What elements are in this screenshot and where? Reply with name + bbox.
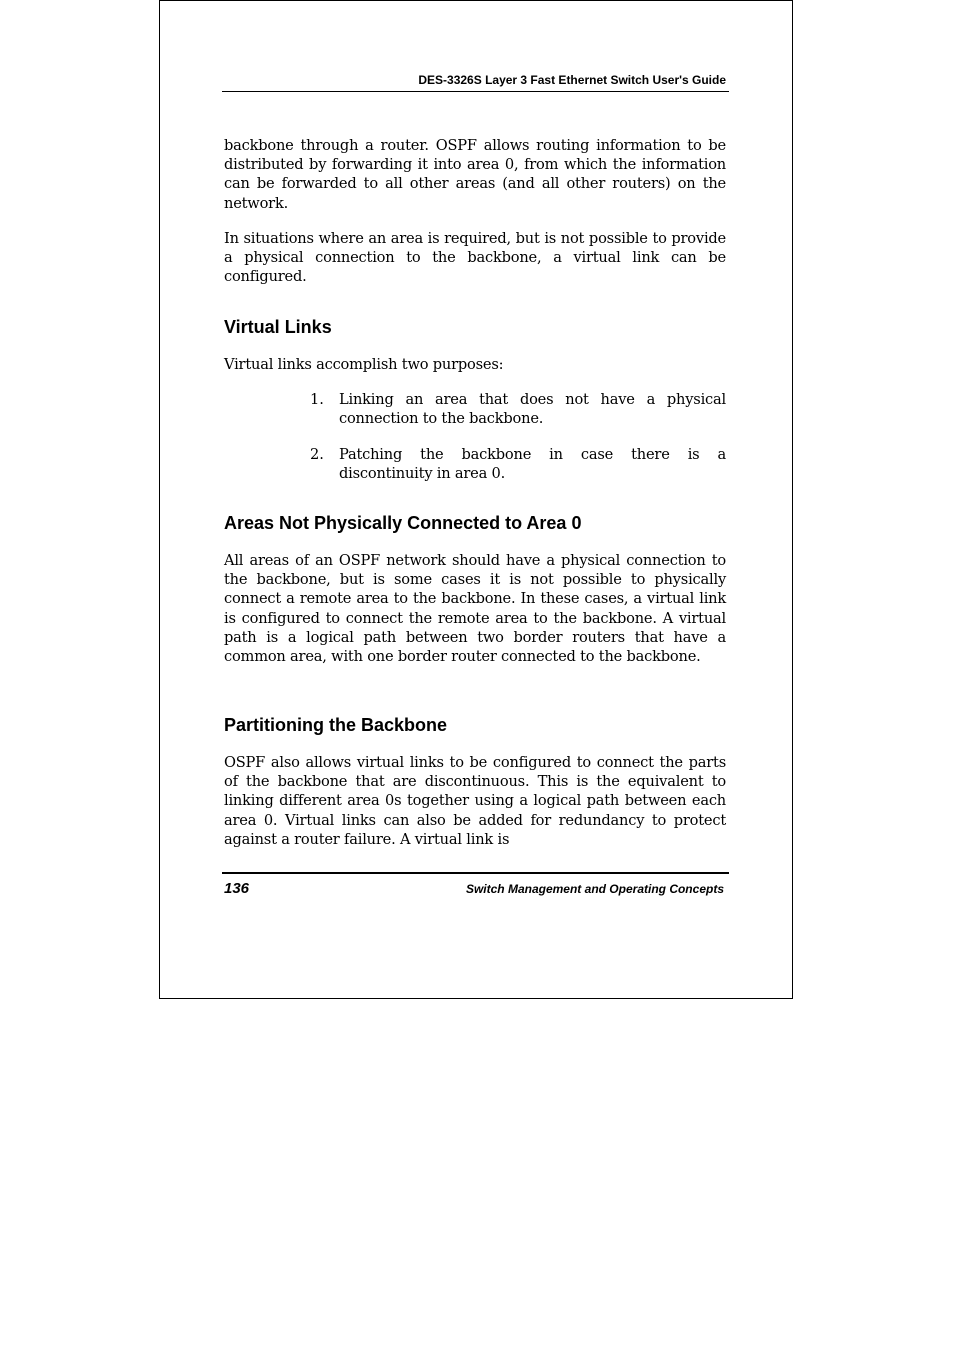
paragraph-intro-1: backbone through a router. OSPF allows routing information to be distributed by forwarding it into area 0, from which the information can be forwarded to all other areas (and all other routers) on the network. [224,137,726,212]
footer-rule [222,872,729,874]
paragraph-partitioning-backbone: OSPF also allows virtual links to be configured to connect the parts of the backbone that are discontinuous. This is the equivalent to linking different area 0s together using a logical path between each area 0. Virtual links can also be added for redundancy to protect against a router failure. A virtual link is [224,754,726,848]
list-item-text: Linking an area that does not have a physical connection to the backbone. [339,391,726,428]
header-rule [222,91,729,92]
heading-areas-not-connected: Areas Not Physically Connected to Area 0 [224,513,582,533]
footer-title: Switch Management and Operating Concepts [465,882,724,896]
running-header: DES-3326S Layer 3 Fast Ethernet Switch User's Guide [418,73,726,87]
list-item-number: 1. [310,391,324,408]
list-item-number: 2. [310,446,324,463]
paragraph-areas-not-connected: All areas of an OSPF network should have a physical connection to the backbone, but is some cases it is not possible to physically connect a remote area to the backbone. In these cases, a virtual link is configured to connect the remote area to the backbone. A virtual path is a logical path between two border routers that have a common area, with one border router connected to the backbone. [224,552,726,666]
page-number: 136 [224,880,250,897]
paragraph-intro-2: In situations where an area is required, but is not possible to provide a physical connection to the backbone, a virtual link can be configured. [224,230,726,286]
list-item-text: Patching the backbone in case there is a discontinuity in area 0. [339,446,726,483]
paragraph-virtual-links-intro: Virtual links accomplish two purposes: [224,356,504,373]
heading-virtual-links: Virtual Links [224,317,332,337]
heading-partitioning-backbone: Partitioning the Backbone [224,715,448,735]
